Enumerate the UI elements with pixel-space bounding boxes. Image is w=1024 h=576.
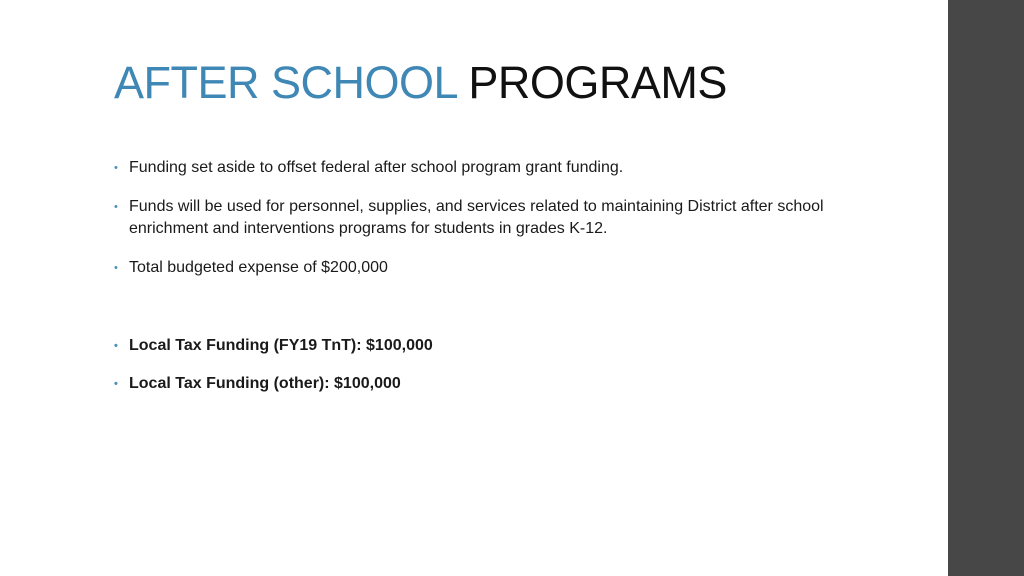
bullet-marker: • [114, 378, 118, 390]
bullet-marker: • [114, 262, 118, 274]
bullet-text: Local Tax Funding (other): $100,000 [129, 375, 401, 392]
bullet-item [114, 335, 834, 357]
bullet-text: Total budgeted expense of $200,000 [129, 259, 388, 276]
side-bar [948, 0, 1024, 576]
bullet-marker: • [114, 162, 118, 174]
bullet-item [114, 257, 834, 279]
bullet-marker: • [114, 340, 118, 352]
bullet-item [114, 373, 834, 395]
bullet-text: Funding set aside to offset federal after school program grant funding. [129, 159, 624, 176]
bullet-item [114, 196, 834, 240]
bullet-text: Local Tax Funding (FY19 TnT): $100,000 [129, 337, 433, 354]
title-accent-text: AFTER SCHOOL [114, 57, 457, 108]
bullet-text: Funds will be used for personnel, supplies, and services related to maintaining District after school enrichment and interventions programs for students in grades K-12. [129, 198, 824, 237]
bullet-marker: • [114, 201, 118, 213]
bullet-item [114, 157, 834, 179]
slide-title [114, 58, 727, 108]
title-dark-text: PROGRAMS [468, 57, 727, 108]
